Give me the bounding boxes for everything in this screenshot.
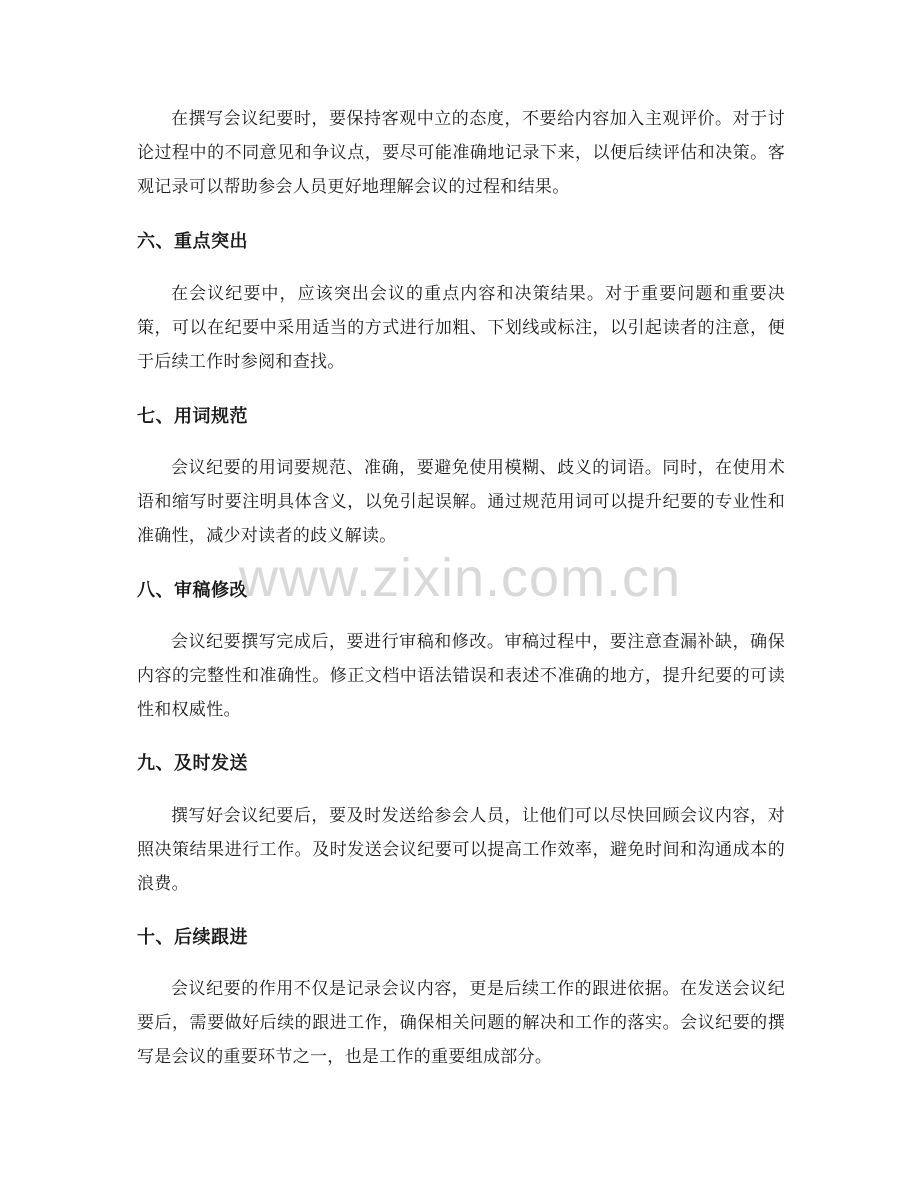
- paragraph-section-9: 撰写好会议纪要后，要及时发送给参会人员，让他们可以尽快回顾会议内容，对照决策结果进行工作。及时发送会议纪要可以提高工作效率，避免时间和沟通成本的浪费。: [137, 806, 785, 894]
- paragraph-objectivity: 在撰写会议纪要时，要保持客观中立的态度，不要给内容加入主观评价。对于讨论过程中的不同意见和争议点，要尽可能准确地记录下来，以便后续评估和决策。客观记录可以帮助参会人员更好地理解会议的过程和结果。: [137, 109, 785, 197]
- paragraph-section-7: 会议纪要的用词要规范、准确，要避免使用模糊、歧义的词语。同时，在使用术语和缩写时要注明具体含义，以免引起误解。通过规范用词可以提升纪要的专业性和准确性，减少对读者的歧义解读。: [137, 458, 785, 546]
- paragraph-section-8: 会议纪要撰写完成后，要进行审稿和修改。审稿过程中，要注意查漏补缺，确保内容的完整性和准确性。修正文档中语法错误和表述不准确的地方，提升纪要的可读性和权威性。: [137, 632, 785, 720]
- section-heading-7: 七、用词规范: [137, 406, 248, 427]
- watermark: www.zixin.com.cn: [238, 548, 682, 608]
- paragraph-section-10: 会议纪要的作用不仅是记录会议内容，更是后续工作的跟进依据。在发送会议纪要后，需要做好后续的跟进工作，确保相关问题的解决和工作的落实。会议纪要的撰写是会议的重要环节之一，也是工作的重要组成部分。: [137, 979, 785, 1067]
- section-heading-9: 九、及时发送: [137, 753, 248, 774]
- section-heading-6: 六、重点突出: [137, 231, 248, 252]
- section-heading-8: 八、审稿修改: [137, 580, 248, 601]
- paragraph-section-6: 在会议纪要中，应该突出会议的重点内容和决策结果。对于重要问题和重要决策，可以在纪要中采用适当的方式进行加粗、下划线或标注，以引起读者的注意，便于后续工作时参阅和查找。: [137, 284, 785, 372]
- section-heading-10: 十、后续跟进: [137, 927, 248, 948]
